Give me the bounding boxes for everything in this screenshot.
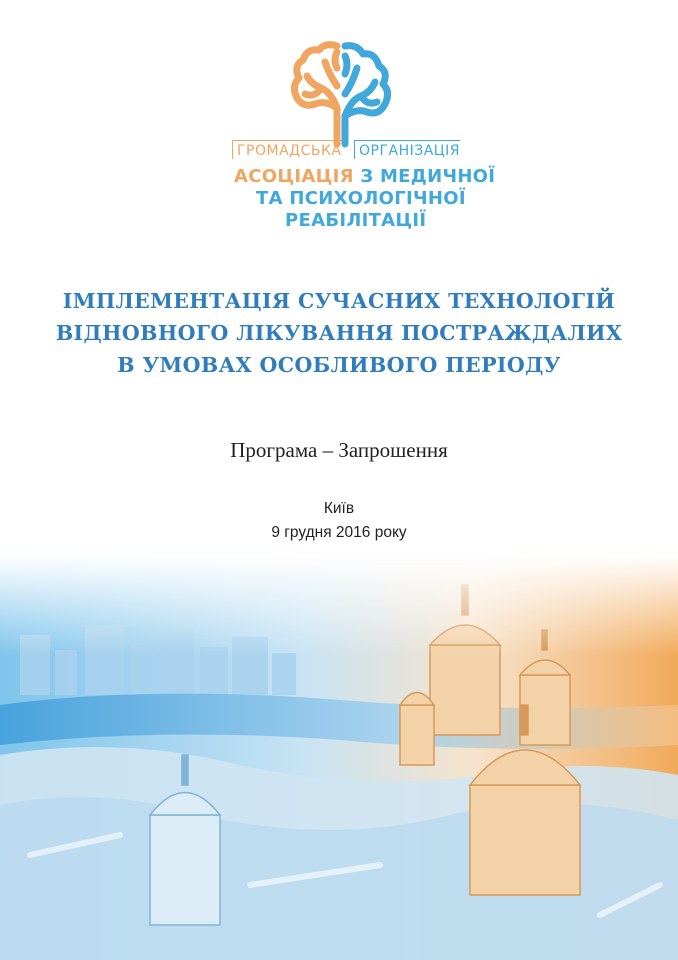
title-line-2: ВІДНОВНОГО ЛІКУВАННЯ ПОСТРАЖДАЛИХ xyxy=(55,321,623,345)
org-label-right: ОРГАНІЗАЦІЯ xyxy=(354,140,460,159)
event-city: Київ xyxy=(323,500,355,517)
association-name-line1 xyxy=(234,166,495,187)
city-painting-icon xyxy=(0,555,678,960)
association-word: АСОЦІАЦІЯ xyxy=(234,166,354,187)
association-name-line3: РЕАБІЛІТАЦІЇ xyxy=(285,210,427,231)
event-date: 9 грудня 2016 року xyxy=(271,524,407,541)
association-medical: З МЕДИЧНОЇ xyxy=(360,166,496,187)
org-label-left: ГРОМАДСЬКА xyxy=(232,140,342,159)
title-line-3: В УМОВАХ ОСОБЛИВОГО ПЕРІОДУ xyxy=(117,353,561,377)
document-subtitle: Програма – Запрошення xyxy=(230,438,448,462)
organization-logo xyxy=(0,0,678,250)
brain-tree-icon xyxy=(285,38,397,148)
title-line-1: ІМПЛЕМЕНТАЦІЯ СУЧАСНИХ ТЕХНОЛОГІЙ xyxy=(62,289,616,313)
association-name-line2: ТА ПСИХОЛОГІЧНОЇ xyxy=(256,188,466,209)
document-title xyxy=(40,285,638,381)
